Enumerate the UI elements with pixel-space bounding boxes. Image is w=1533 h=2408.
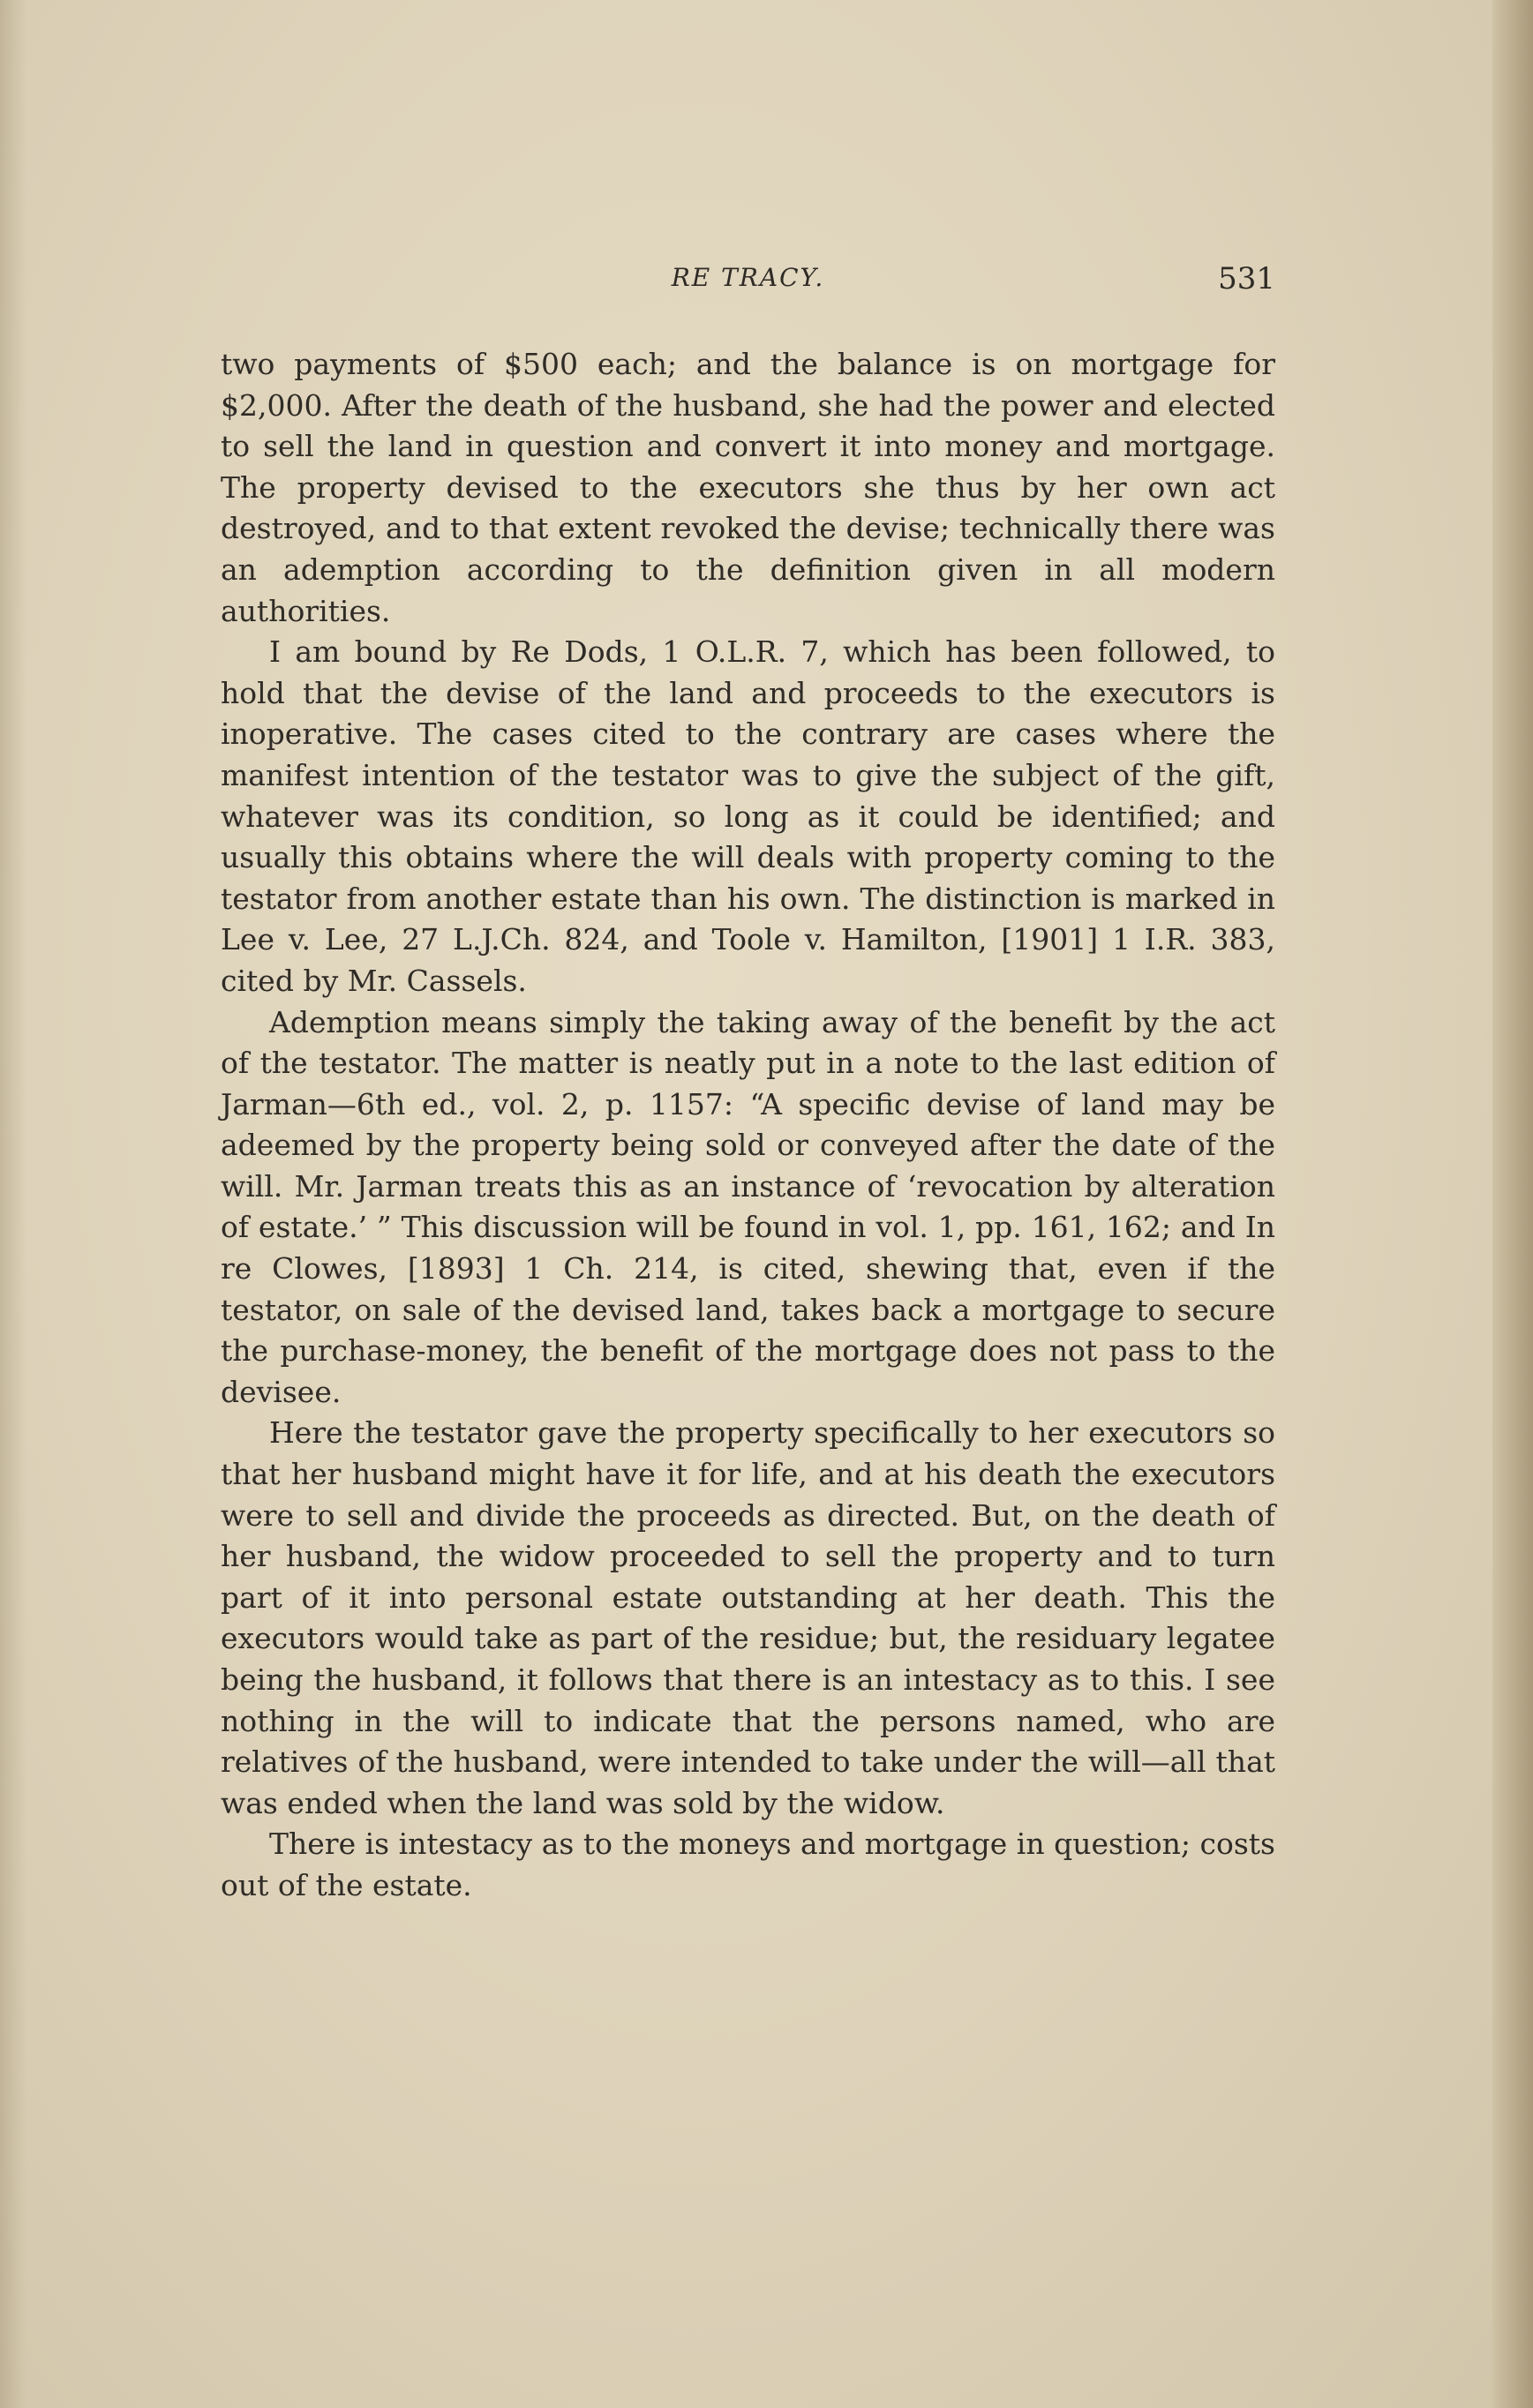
body-text	[221, 344, 1275, 1907]
paragraph-4: Here the testator gave the property specifically to her executors so that her husband might have it for life, and at his death the executors were to sell and divide the proceeds as directed. But, on the death of her husband, the widow proceeded to sell the property and to turn part of it into personal estate outstanding at her death. This the executors would take as part of the residue; but, the residuary legatee being the husband, it follows that there is an intestacy as to this. I see nothing in the will to indicate that the persons named, who are relatives of the husband, were intended to take under the will—all that was ended when the land was sold by the widow.	[221, 1415, 1275, 1820]
page-edge	[1492, 0, 1533, 2408]
running-head: RE TRACY.	[671, 263, 825, 292]
paragraph-5: There is intestacy as to the moneys and mortgage in question; costs out of the estate.	[221, 1827, 1275, 1902]
paragraph-2: I am bound by Re Dods, 1 O.L.R. 7, which has been followed, to hold that the devise of the land and proceeds to the executors is inoperative. The cases cited to the contrary are cases where the manifest intention of the testator was to give the subject of the gift, whatever was its condition, so long as it could be identified; and usually this obtains where the will deals with property coming to the testator from another estate than his own. The distinction is marked in Lee v. Lee, 27 L.J.Ch. 824, and Toole v. Hamilton, [1901] 1 I.R. 383, cited by Mr. Cassels.	[221, 634, 1275, 998]
page-number: 531	[1218, 261, 1275, 296]
paragraph-3: Ademption means simply the taking away of the benefit by the act of the testator. The matter is neatly put in a note to the last edition of Jarman—6th ed., vol. 2, p. 1157: “A specific devise of land may be adeemed by the property being sold or conveyed after the date of the will. Mr. Jarman treats this as an instance of ‘revocation by alteration of estate.’ ” This discussion will be found in vol. 1, pp. 161, 162; and In re Clowes, [1893] 1 Ch. 214, is cited, shewing that, even if the testator, on sale of the devised land, takes back a mortgage to secure the purchase-money, the benefit of the mortgage does not pass to the devisee.	[221, 1004, 1275, 1409]
page-header	[221, 263, 1275, 307]
paragraph-1: two payments of $500 each; and the balance is on mortgage for $2,000. After the death of the husband, she had the power and elected to sell the land in question and convert it into money and mortgage. The property devised to the executors she thus by her own act destroyed, and to that extent revoked the devise; technically there was an ademption according to the definition given in all modern authorities.	[221, 347, 1275, 628]
binding-shadow	[0, 0, 26, 2408]
